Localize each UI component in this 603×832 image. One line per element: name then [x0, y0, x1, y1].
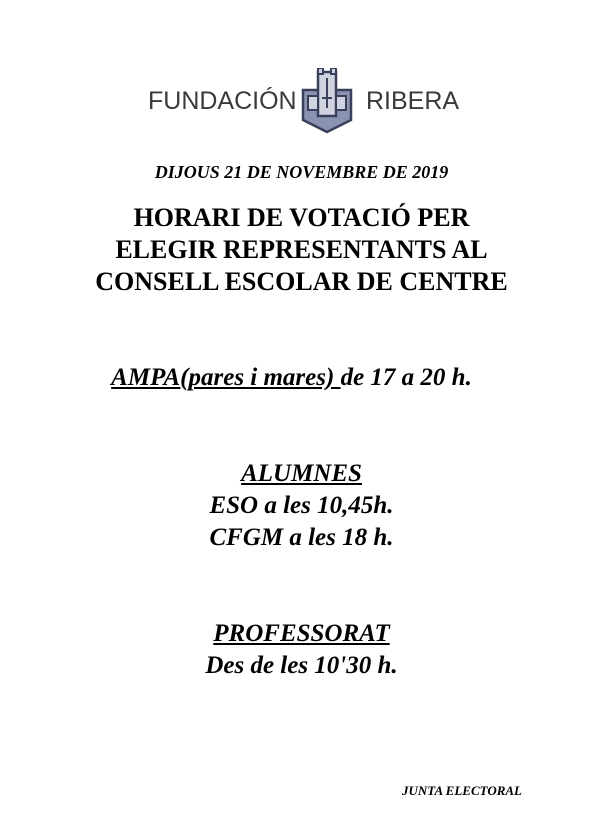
professorat-heading: PROFESSORAT	[213, 620, 390, 647]
logo-left-word: FUNDACIÓN	[148, 87, 297, 115]
logo-right-word: RIBERA	[366, 87, 460, 115]
page-title	[0, 202, 603, 298]
professorat-time: Des de les 10'30 h.	[205, 652, 398, 679]
title-line-3: CONSELL ESCOLAR DE CENTRE	[95, 267, 508, 296]
election-date: DIJOUS 21 DE NOVEMBRE DE 2019	[154, 162, 449, 182]
alumnes-cfgm-time: CFGM a les 18 h.	[209, 524, 394, 551]
title-line-1: HORARI DE VOTACIÓ PER	[133, 203, 470, 232]
fundacion-ribera-logo	[148, 66, 460, 136]
ampa-schedule	[0, 362, 593, 394]
ampa-label: AMPA(pares i mares)	[111, 364, 341, 391]
alumnes-heading: ALUMNES	[241, 460, 362, 487]
ampa-time: de 17 a 20 h.	[340, 364, 472, 391]
title-line-2: ELEGIR REPRESENTANTS AL	[115, 235, 488, 264]
junta-electoral-signature: JUNTA ELECTORAL	[401, 783, 522, 798]
castle-shield-icon	[300, 68, 354, 134]
alumnes-eso-time: ESO a les 10,45h.	[209, 492, 394, 519]
